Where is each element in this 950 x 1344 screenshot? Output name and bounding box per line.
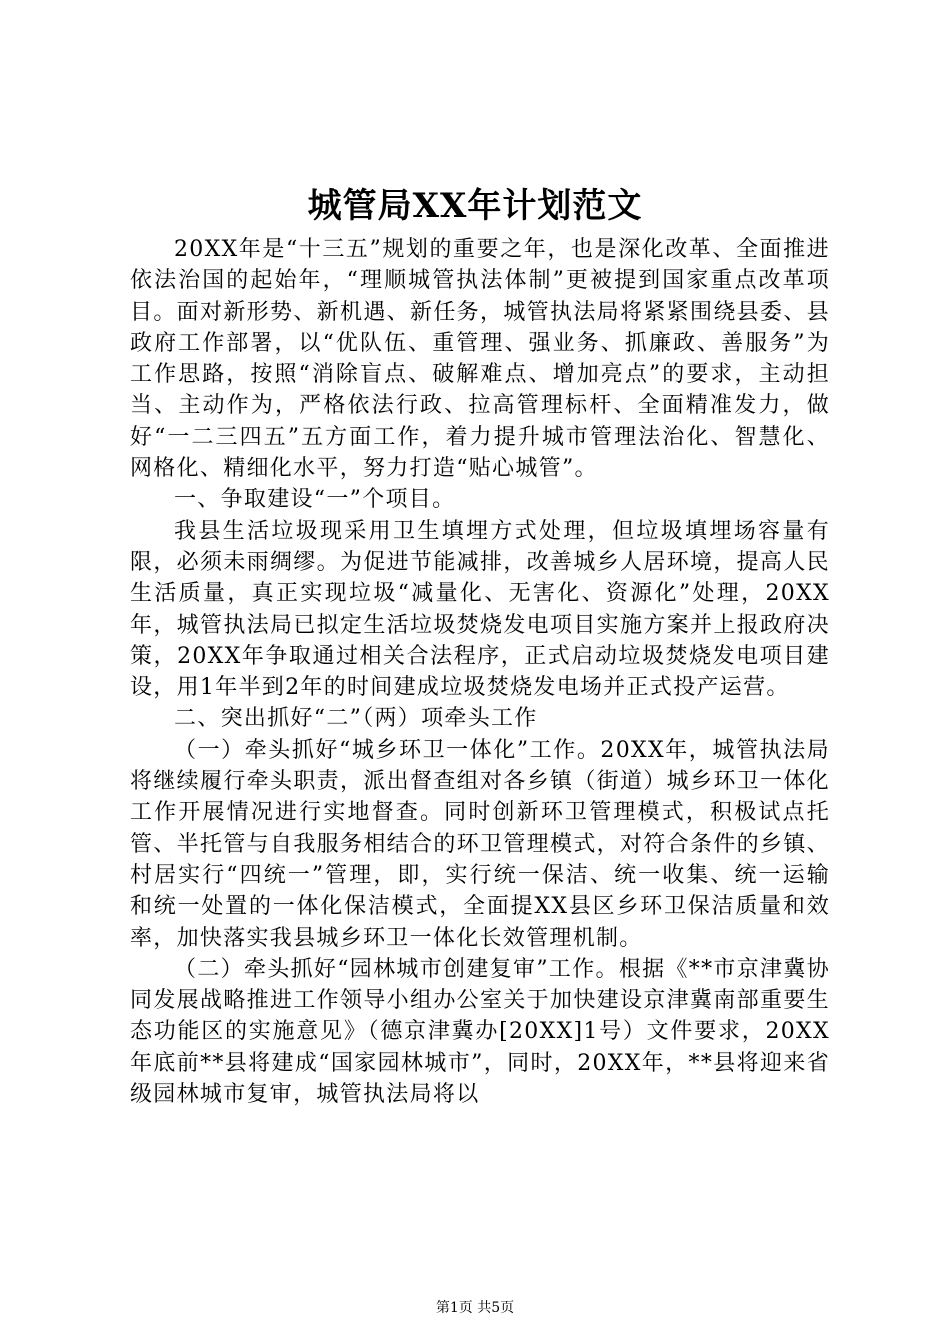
section-heading-1: 一、争取建设“一”个项目。: [174, 487, 456, 513]
subsection-1-paragraph: （一）牵头抓好“城乡环卫一体化”工作。20XX年，城管执法局将继续履行牵头职责，派出督查组对各乡镇（街道）城乡环卫一体化工作开展情况进行实地督查。同时创新环卫管理模式，积极试点托管、半托管与自我服务相结合的环卫管理模式，对符合条件的乡镇、村居实行“四统一”管理，即，实行统一保洁、统一收集、统一运输和统一处置的一体化保洁模式，全面提XX县区乡环卫保洁质量和效率，加快落实我县城乡环卫一体化长效管理机制。: [130, 737, 830, 951]
page-footer: 第1页 共5页: [435, 1300, 515, 1316]
document-body: [130, 234, 830, 1110]
section-heading-2: 二、突出抓好“二”（两）项牵头工作: [174, 706, 538, 732]
section-1-paragraph: 我县生活垃圾现采用卫生填埋方式处理，但垃圾填埋场容量有限，必须未雨绸缪。为促进节能减排，改善城乡人居环境，提高人民生活质量，真正实现垃圾“减量化、无害化、资源化”处理，20XX年，城管执法局已拟定生活垃圾焚烧发电项目实施方案并上报政府决策，20XX年争取通过相关合法程序，正式启动垃圾焚烧发电项目建设，用1年半到2年的时间建成垃圾焚烧发电场并正式投产运营。: [130, 518, 830, 701]
intro-paragraph: 20XX年是“十三五”规划的重要之年，也是深化改革、全面推进依法治国的起始年，“理顺城管执法体制”更被提到国家重点改革项目。面对新形势、新机遇、新任务，城管执法局将紧紧围绕县委、县政府工作部署，以“优队伍、重管理、强业务、抓廉政、善服务”为工作思路，按照“消除盲点、破解难点、增加亮点”的要求，主动担当、主动作为，严格依法行政、拉高管理标杆、全面精准发力，做好“一二三四五”五方面工作，着力提升城市管理法治化、智慧化、网格化、精细化水平，努力打造“贴心城管”。: [130, 237, 830, 482]
subsection-2-paragraph: （二）牵头抓好“园林城市创建复审”工作。根据《**市京津冀协同发展战略推进工作领导小组办公室关于加快建设京津冀南部重要生态功能区的实施意见》（德京津冀办[20XX]1号）文件要求，20XX年底前**县将建成“国家园林城市”，同时，20XX年，**县将迎来省级园林城市复审，城管执法局将以: [130, 956, 830, 1108]
document-title: 城管局XX年计划范文: [307, 186, 643, 226]
